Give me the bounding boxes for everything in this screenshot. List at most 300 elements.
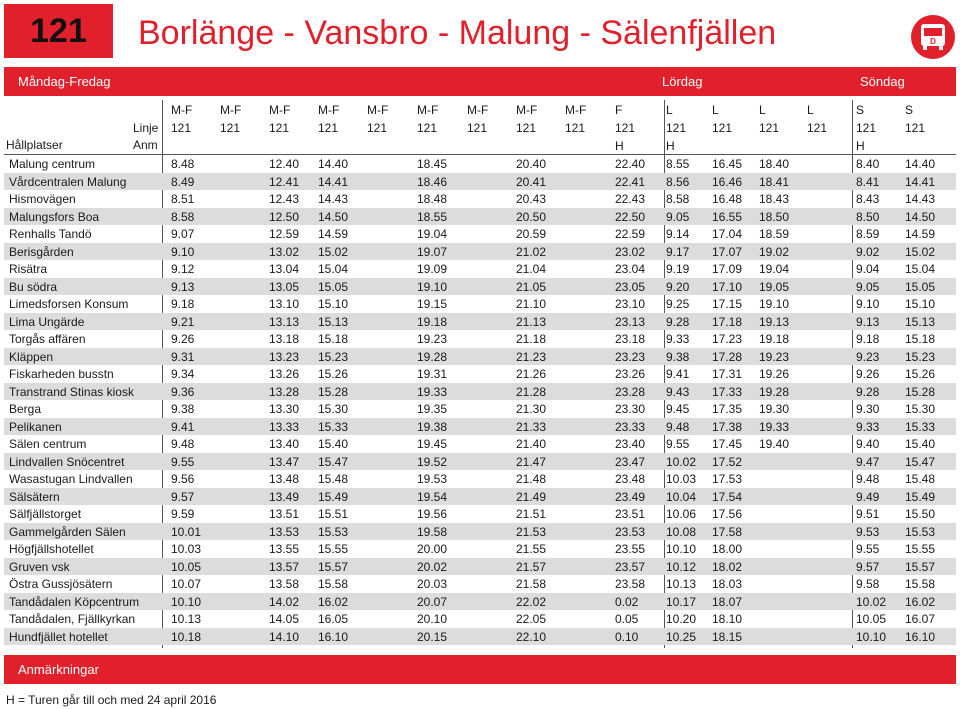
table-row (4, 488, 956, 506)
departure-time: 0.02 (615, 594, 639, 609)
departure-time: 13.53 (269, 524, 300, 539)
departure-time: 15.57 (318, 559, 349, 574)
departure-time: 10.25 (666, 629, 697, 644)
saturday-label: Lördag (662, 74, 703, 89)
column-day: M-F (467, 103, 489, 117)
departure-time: 16.07 (905, 612, 936, 626)
column-line: 121 (220, 121, 241, 135)
departure-time: 15.28 (318, 384, 349, 399)
departure-time: 9.18 (856, 332, 880, 346)
column-line: 121 (615, 121, 636, 135)
route-number-badge (4, 4, 113, 58)
departure-time: 17.31 (712, 367, 743, 381)
column-day: L (807, 103, 814, 117)
departure-time: 9.55 (856, 542, 880, 556)
departure-time: 10.18 (171, 629, 202, 644)
departure-time: 10.13 (666, 577, 697, 591)
column-line: 121 (905, 121, 926, 135)
column-line: 121 (565, 121, 586, 135)
table-row (4, 505, 956, 523)
departure-time: 10.02 (666, 454, 697, 469)
departure-time: 23.23 (615, 349, 646, 364)
table-row (4, 540, 956, 558)
departure-time: 14.05 (269, 612, 300, 626)
departure-time: 13.04 (269, 262, 300, 276)
departure-time: 9.18 (171, 297, 195, 311)
departure-time: 18.43 (759, 192, 790, 206)
departure-time: 10.03 (171, 542, 202, 556)
table-row (4, 383, 956, 401)
stop-name: Gruven vsk (9, 559, 70, 574)
departure-time: 20.07 (417, 594, 448, 609)
table-row (4, 470, 956, 488)
departure-time: 19.15 (417, 297, 448, 311)
departure-time: 23.49 (615, 489, 646, 504)
table-row (4, 453, 956, 471)
departure-time: 9.58 (856, 577, 880, 591)
column-day: M-F (220, 103, 242, 117)
departure-time: 14.43 (905, 192, 936, 206)
departure-time: 14.40 (318, 157, 349, 171)
departure-time: 19.23 (759, 349, 790, 364)
departure-time: 12.43 (269, 192, 300, 206)
departure-time: 13.26 (269, 367, 300, 381)
departure-time: 19.35 (417, 402, 448, 416)
departure-time: 18.50 (759, 209, 790, 224)
departure-time: 19.04 (417, 227, 448, 241)
departure-time: 17.10 (712, 279, 743, 294)
departure-time: 9.31 (171, 349, 195, 364)
departure-time: 19.07 (417, 244, 448, 259)
departure-time: 18.59 (759, 227, 790, 241)
departure-time: 23.30 (615, 402, 646, 416)
departure-time: 14.43 (318, 192, 349, 206)
departure-time: 19.45 (417, 437, 448, 451)
departure-time: 21.58 (516, 577, 547, 591)
departure-time: 15.48 (905, 472, 936, 486)
stop-name: Pelikanen (9, 419, 62, 434)
departure-time: 21.13 (516, 314, 547, 329)
departure-time: 20.00 (417, 542, 448, 556)
column-day: L (712, 103, 719, 117)
table-row (4, 610, 956, 628)
departure-time: 14.41 (905, 174, 936, 189)
departure-time: 15.57 (905, 559, 936, 574)
departure-time: 10.05 (171, 559, 202, 574)
departure-time: 14.59 (318, 227, 349, 241)
departure-time: 9.40 (856, 437, 880, 451)
departure-time: 9.02 (856, 244, 880, 259)
departure-time: 15.13 (318, 314, 349, 329)
timetable (4, 100, 956, 648)
departure-time: 14.50 (318, 209, 349, 224)
departure-time: 17.35 (712, 402, 743, 416)
departure-time: 13.05 (269, 279, 300, 294)
departure-time: 16.46 (712, 174, 743, 189)
departure-time: 18.48 (417, 192, 448, 206)
departure-time: 17.45 (712, 437, 743, 451)
departure-time: 8.41 (856, 174, 880, 189)
departure-time: 9.55 (666, 437, 690, 451)
departure-time: 15.23 (318, 349, 349, 364)
departure-time: 8.50 (856, 209, 880, 224)
departure-time: 13.58 (269, 577, 300, 591)
departure-time: 9.20 (666, 279, 690, 294)
departure-time: 22.02 (516, 594, 547, 609)
departure-time: 21.10 (516, 297, 547, 311)
departure-time: 14.41 (318, 174, 349, 189)
table-row (4, 558, 956, 576)
column-day: M-F (516, 103, 538, 117)
departure-time: 12.59 (269, 227, 300, 241)
departure-time: 8.56 (666, 174, 690, 189)
departure-time: 22.10 (516, 629, 547, 644)
column-day: L (666, 103, 673, 117)
departure-time: 10.01 (171, 524, 202, 539)
departure-time: 16.45 (712, 157, 743, 171)
departure-time: 21.26 (516, 367, 547, 381)
table-row (4, 435, 956, 453)
departure-time: 21.57 (516, 559, 547, 574)
stop-name: Fiskarheden busstn (9, 367, 114, 381)
departure-time: 16.55 (712, 209, 743, 224)
departure-time: 19.05 (759, 279, 790, 294)
bus-stop-icon (910, 14, 956, 60)
departure-time: 21.53 (516, 524, 547, 539)
departure-time: 20.03 (417, 577, 448, 591)
column-line: 121 (856, 121, 877, 135)
departure-time: 10.17 (666, 594, 697, 609)
departure-time: 8.51 (171, 192, 195, 206)
departure-time: 23.40 (615, 437, 646, 451)
stop-name: Bu södra (9, 279, 58, 294)
departure-time: 15.13 (905, 314, 936, 329)
departure-time: 17.04 (712, 227, 743, 241)
stop-name: Lindvallen Snöcentret (9, 454, 125, 469)
table-row (4, 418, 956, 436)
departure-time: 19.30 (759, 402, 790, 416)
departure-time: 17.56 (712, 507, 743, 521)
departure-time: 8.43 (856, 192, 880, 206)
departure-time: 19.33 (417, 384, 448, 399)
departure-time: 15.18 (318, 332, 349, 346)
departure-time: 9.26 (856, 367, 880, 381)
svg-text:D: D (930, 37, 936, 46)
departure-time: 15.23 (905, 349, 936, 364)
column-line: 121 (367, 121, 388, 135)
departure-time: 16.02 (318, 594, 349, 609)
departure-time: 21.04 (516, 262, 547, 276)
departure-time: 9.36 (171, 384, 195, 399)
departure-time: 20.02 (417, 559, 448, 574)
departure-time: 16.05 (318, 612, 349, 626)
departure-time: 10.10 (666, 542, 697, 556)
departure-time: 10.05 (856, 612, 887, 626)
departure-time: 20.41 (516, 174, 547, 189)
departure-time: 15.55 (318, 542, 349, 556)
table-row (4, 348, 956, 366)
departure-time: 21.49 (516, 489, 547, 504)
departure-time: 23.13 (615, 314, 646, 329)
departure-time: 17.07 (712, 244, 743, 259)
departure-time: 20.10 (417, 612, 448, 626)
departure-time: 9.13 (171, 279, 195, 294)
column-day: L (759, 103, 766, 117)
stop-name: Kläppen (9, 349, 54, 364)
departure-time: 12.41 (269, 174, 300, 189)
stop-name: Risätra (9, 262, 48, 276)
departure-time: 15.47 (905, 454, 936, 469)
departure-time: 9.14 (666, 227, 690, 241)
departure-time: 15.33 (905, 419, 936, 434)
column-day: S (856, 103, 865, 117)
table-row (4, 313, 956, 331)
departure-time: 8.58 (666, 192, 690, 206)
table-row (4, 523, 956, 541)
column-note: H (856, 139, 865, 153)
departure-time: 14.02 (269, 594, 300, 609)
departure-time: 21.33 (516, 419, 547, 434)
departure-time: 10.12 (666, 559, 697, 574)
stop-name: Sälfjällstorget (9, 507, 82, 521)
departure-time: 0.10 (615, 629, 639, 644)
departure-time: 10.10 (171, 594, 202, 609)
column-day: M-F (318, 103, 340, 117)
column-line: 121 (269, 121, 290, 135)
departure-time: 19.26 (759, 367, 790, 381)
table-row (4, 365, 956, 383)
departure-time: 18.15 (712, 629, 743, 644)
departure-time: 18.46 (417, 174, 448, 189)
departure-time: 9.57 (856, 559, 880, 574)
departure-time: 22.40 (615, 157, 646, 171)
departure-time: 10.08 (666, 524, 697, 539)
departure-time: 15.47 (318, 454, 349, 469)
note-label: Anm (133, 138, 158, 152)
stop-name: Sälsätern (9, 489, 60, 504)
departure-time: 15.04 (905, 262, 936, 276)
departure-time: 10.02 (856, 594, 887, 609)
stop-name: Torgås affären (9, 332, 86, 346)
departure-time: 22.41 (615, 174, 646, 189)
departure-time: 12.50 (269, 209, 300, 224)
column-day: F (615, 103, 623, 117)
column-day: M-F (367, 103, 389, 117)
departure-time: 13.47 (269, 454, 300, 469)
table-row (4, 330, 956, 348)
departure-time: 15.05 (905, 279, 936, 294)
departure-time: 19.10 (417, 279, 448, 294)
departure-time: 23.33 (615, 419, 646, 434)
stops-label: Hållplatser (6, 138, 63, 152)
departure-time: 9.57 (171, 489, 195, 504)
departure-time: 19.18 (417, 314, 448, 329)
departure-time: 16.10 (318, 629, 349, 644)
departure-time: 22.59 (615, 227, 646, 241)
departure-time: 21.40 (516, 437, 547, 451)
table-row (4, 278, 956, 296)
departure-time: 18.40 (759, 157, 790, 171)
stop-name: Malung centrum (9, 157, 96, 171)
column-day: M-F (269, 103, 291, 117)
departure-time: 19.52 (417, 454, 448, 469)
departure-time: 17.54 (712, 489, 743, 504)
departure-time: 15.58 (905, 577, 936, 591)
departure-time: 21.51 (516, 507, 547, 521)
departure-time: 18.00 (712, 542, 743, 556)
departure-time: 14.10 (269, 629, 300, 644)
departure-time: 15.49 (318, 489, 349, 504)
departure-time: 0.05 (615, 612, 639, 626)
table-row (4, 593, 956, 611)
stop-name: Berisgården (9, 244, 74, 259)
departure-time: 17.09 (712, 262, 743, 276)
departure-time: 18.03 (712, 577, 743, 591)
departure-time: 23.18 (615, 332, 646, 346)
departure-time: 9.55 (171, 454, 195, 469)
table-row (4, 260, 956, 278)
departure-time: 23.51 (615, 507, 646, 521)
departure-time: 9.21 (171, 314, 195, 329)
column-note: H (615, 139, 624, 153)
departure-time: 21.55 (516, 542, 547, 556)
departure-time: 15.10 (318, 297, 349, 311)
stop-name: Tandådalen Köpcentrum (9, 594, 140, 609)
departure-time: 8.58 (171, 209, 195, 224)
departure-time: 23.02 (615, 244, 646, 259)
departure-time: 16.10 (905, 629, 936, 644)
table-row (4, 400, 956, 418)
stop-name: Vårdcentralen Malung (9, 174, 127, 189)
column-line: 121 (467, 121, 488, 135)
departure-time: 21.18 (516, 332, 547, 346)
departure-time: 10.07 (171, 577, 202, 591)
departure-time: 23.10 (615, 297, 646, 311)
notes-bar (4, 655, 956, 684)
departure-time: 21.05 (516, 279, 547, 294)
departure-time: 9.23 (856, 349, 880, 364)
route-title: Borlänge - Vansbro - Malung - Sälenfjällen (138, 14, 777, 52)
departure-time: 9.53 (856, 524, 880, 539)
departure-time: 9.33 (856, 419, 880, 434)
departure-time: 20.15 (417, 629, 448, 644)
departure-time: 17.23 (712, 332, 743, 346)
departure-time: 15.48 (318, 472, 349, 486)
stop-name: Berga (9, 402, 42, 416)
column-line: 121 (759, 121, 780, 135)
departure-time: 15.58 (318, 577, 349, 591)
column-line: 121 (318, 121, 339, 135)
departure-time: 13.40 (269, 437, 300, 451)
stop-name: Gammelgården Sälen (9, 524, 126, 539)
departure-time: 16.48 (712, 192, 743, 206)
departure-time: 9.41 (666, 367, 690, 381)
departure-time: 21.23 (516, 349, 547, 364)
departure-time: 9.38 (666, 349, 690, 364)
departure-time: 19.58 (417, 524, 448, 539)
departure-time: 8.59 (856, 227, 880, 241)
departure-time: 15.40 (318, 437, 349, 451)
departure-time: 8.40 (856, 157, 880, 171)
departure-time: 15.33 (318, 419, 349, 434)
departure-time: 9.28 (666, 314, 690, 329)
departure-time: 9.13 (856, 314, 880, 329)
departure-time: 9.10 (856, 297, 880, 311)
departure-time: 20.40 (516, 157, 547, 171)
departure-time: 13.30 (269, 402, 300, 416)
departure-time: 9.28 (856, 384, 880, 399)
departure-time: 17.53 (712, 472, 743, 486)
departure-time: 9.56 (171, 472, 195, 486)
stop-name: Hismovägen (9, 192, 76, 206)
departure-time: 19.38 (417, 419, 448, 434)
departure-time: 17.38 (712, 419, 743, 434)
departure-time: 15.53 (905, 524, 936, 539)
table-row (4, 628, 956, 646)
departure-time: 18.45 (417, 157, 448, 171)
departure-time: 15.40 (905, 437, 936, 451)
departure-time: 13.55 (269, 542, 300, 556)
departure-time: 13.18 (269, 332, 300, 346)
departure-time: 21.48 (516, 472, 547, 486)
departure-time: 10.20 (666, 612, 697, 626)
departure-time: 14.59 (905, 227, 936, 241)
departure-time: 20.43 (516, 192, 547, 206)
departure-time: 13.51 (269, 507, 300, 521)
departure-time: 20.50 (516, 209, 547, 224)
departure-time: 23.53 (615, 524, 646, 539)
stop-name: Malungsfors Boa (9, 209, 100, 224)
stop-name: Tandådalen, Fjällkyrkan (9, 612, 136, 626)
table-row (4, 155, 956, 173)
departure-time: 13.49 (269, 489, 300, 504)
departure-time: 9.49 (856, 489, 880, 504)
departure-time: 23.47 (615, 454, 646, 469)
departure-time: 9.26 (171, 332, 195, 346)
departure-time: 9.12 (171, 262, 195, 276)
departure-time: 9.07 (171, 227, 195, 241)
departure-time: 15.55 (905, 542, 936, 556)
column-day: M-F (417, 103, 439, 117)
departure-time: 19.09 (417, 262, 448, 276)
departure-time: 9.43 (666, 384, 690, 399)
departure-time: 19.54 (417, 489, 448, 504)
departure-time: 15.26 (318, 367, 349, 381)
departure-time: 10.13 (171, 612, 202, 626)
stop-name: Transtrand Stinas kiosk (9, 384, 134, 399)
departure-time: 15.51 (318, 507, 349, 521)
column-day: S (905, 103, 914, 117)
departure-time: 15.18 (905, 332, 936, 346)
stop-name: Limedsforsen Konsum (9, 297, 129, 311)
departure-time: 20.59 (516, 227, 547, 241)
departure-time: 9.48 (171, 437, 195, 451)
departure-time: 15.30 (318, 402, 349, 416)
departure-time: 17.15 (712, 297, 743, 311)
departure-time: 9.38 (171, 402, 195, 416)
departure-time: 22.50 (615, 209, 646, 224)
departure-time: 19.31 (417, 367, 448, 381)
departure-time: 19.18 (759, 332, 790, 346)
departure-time: 18.55 (417, 209, 448, 224)
departure-time: 19.23 (417, 332, 448, 346)
stop-name: Renhalls Tandö (9, 227, 92, 241)
departure-time: 19.13 (759, 314, 790, 329)
column-line: 121 (712, 121, 733, 135)
route-number: 121 (30, 11, 87, 50)
departure-time: 15.02 (905, 244, 936, 259)
departure-time: 21.02 (516, 244, 547, 259)
